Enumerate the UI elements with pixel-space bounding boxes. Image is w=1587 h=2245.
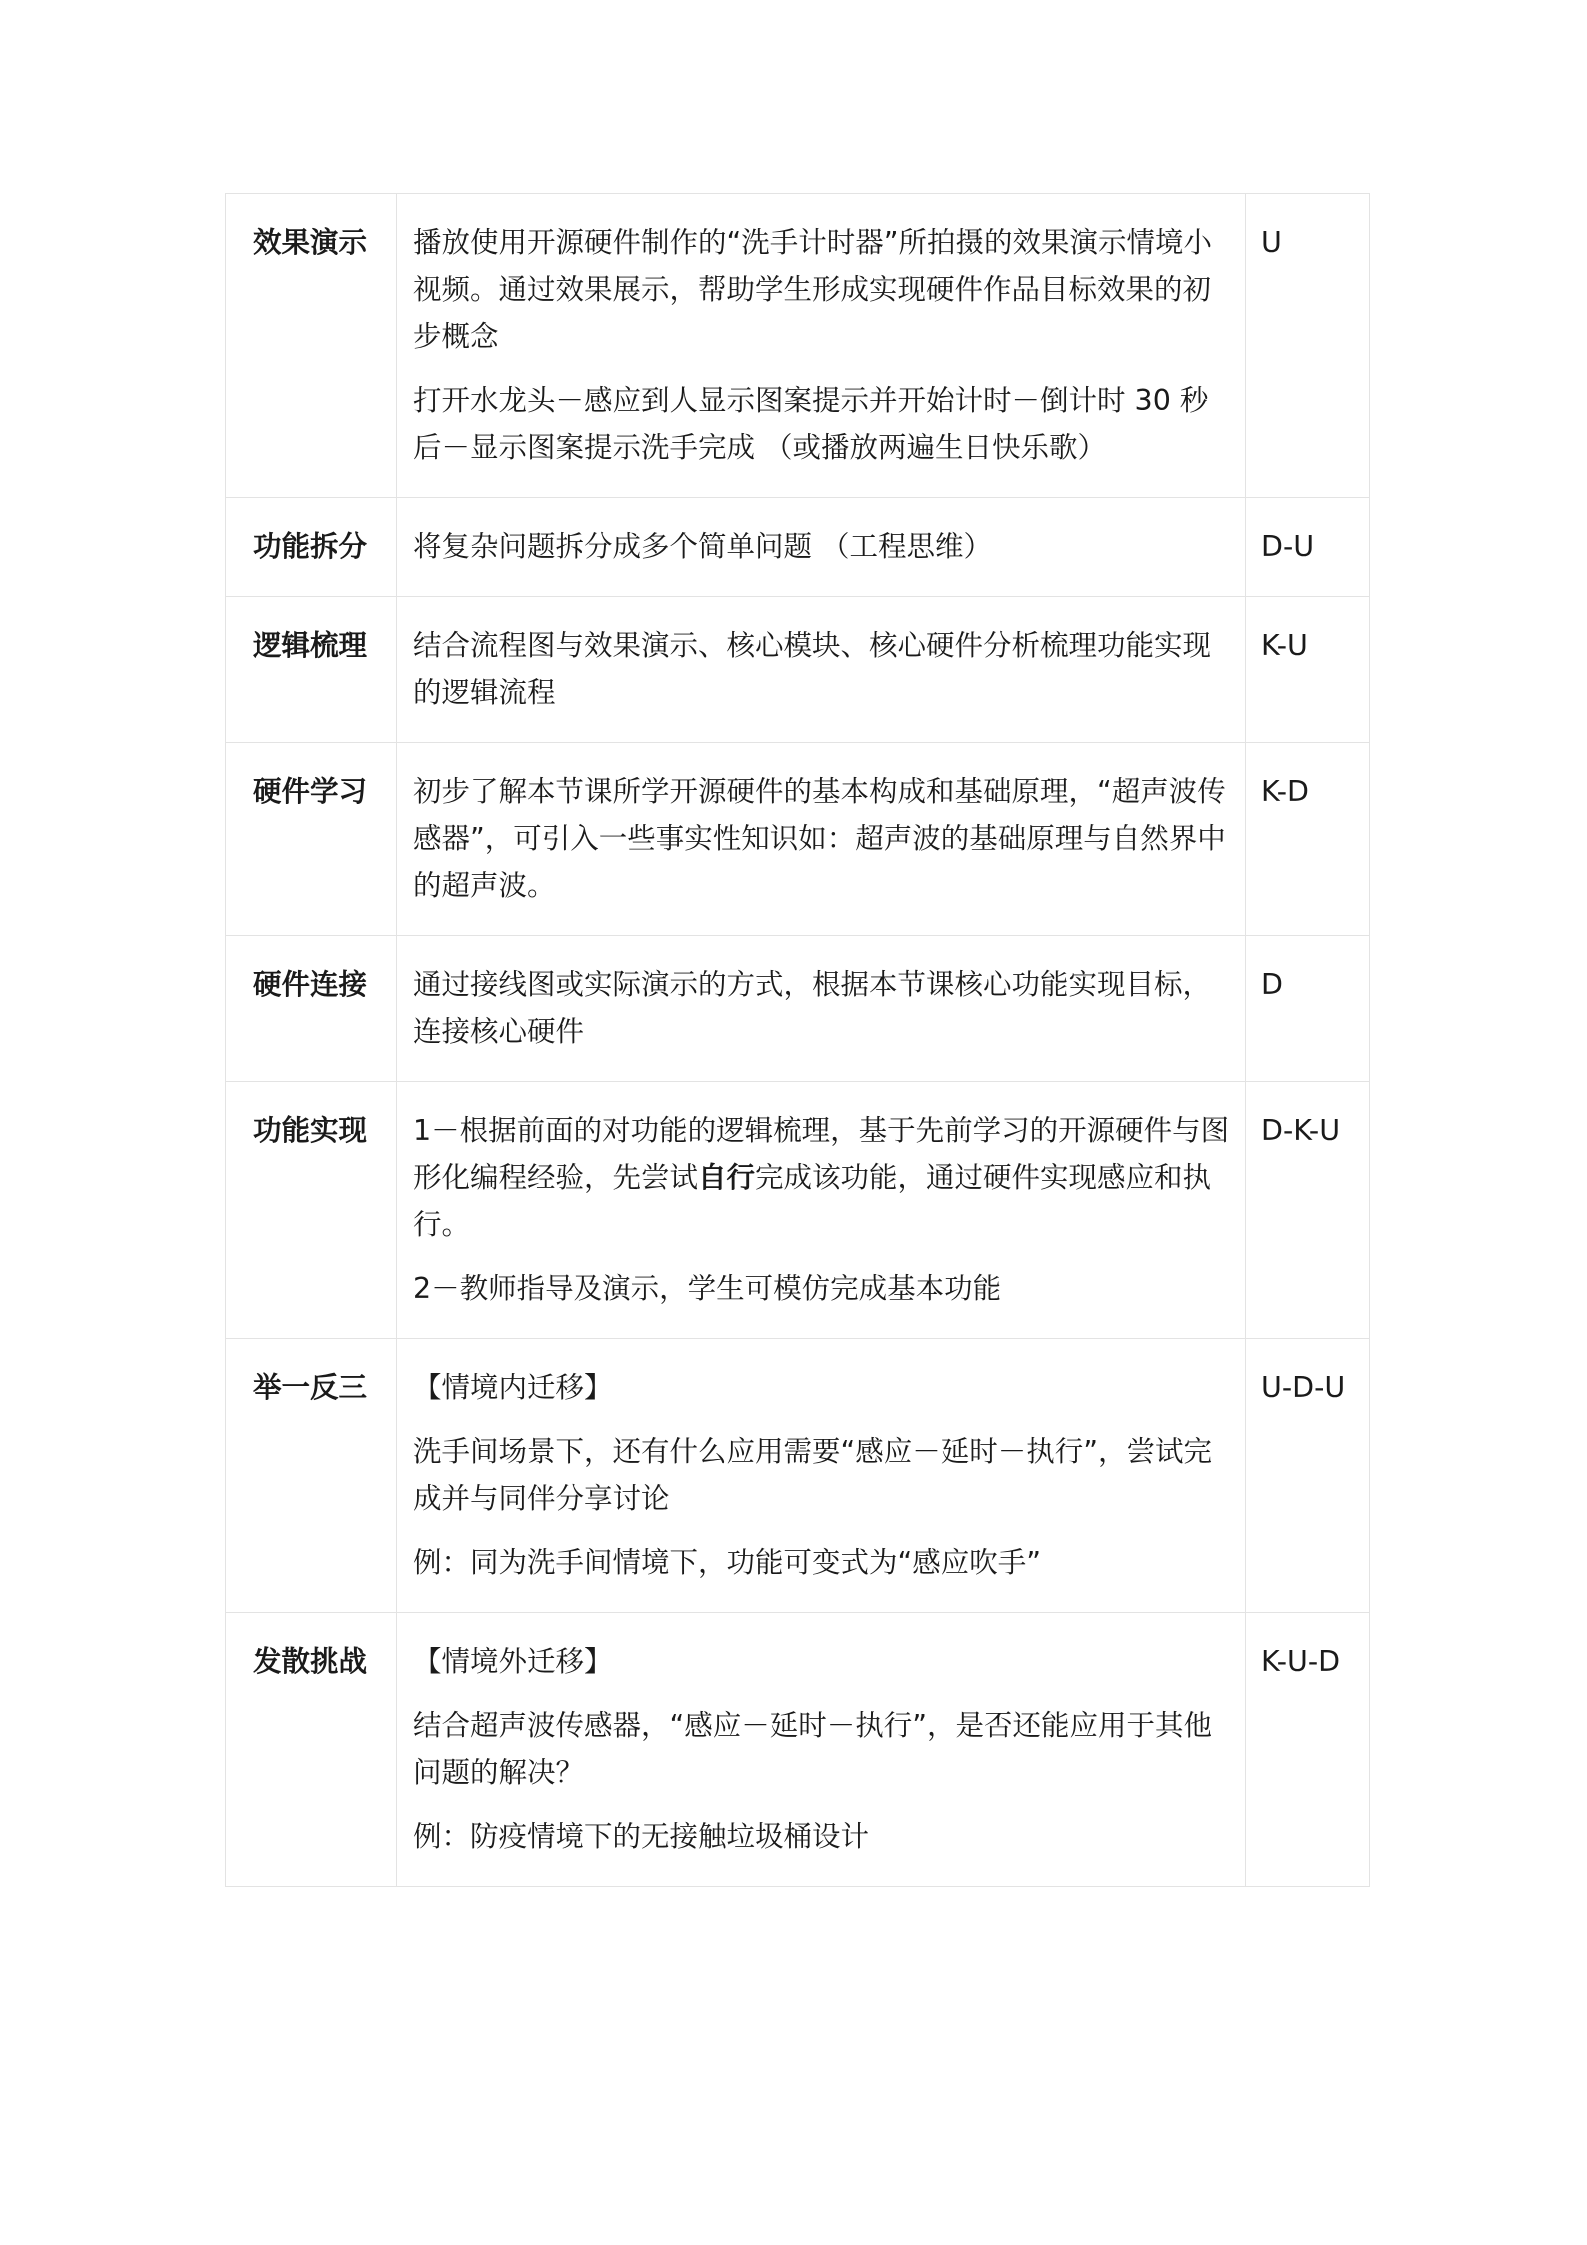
description-paragraph: 通过接线图或实际演示的方式，根据本节课核心功能实现目标，连接核心硬件 bbox=[413, 968, 1212, 1048]
code-cell: D-U bbox=[1246, 498, 1370, 597]
code-cell: U-D-U bbox=[1246, 1339, 1370, 1613]
description-cell bbox=[397, 1082, 1246, 1339]
stage-cell: 功能拆分 bbox=[226, 498, 397, 597]
description-paragraph: 例：同为洗手间情境下，功能可变式为“感应吹手” bbox=[413, 1546, 1042, 1579]
description-cell bbox=[397, 597, 1246, 743]
lesson-steps-table bbox=[225, 193, 1370, 1887]
description-paragraph: 打开水龙头－感应到人显示图案提示并开始计时－倒计时 30 秒后－显示图案提示洗手完成 （或播放两遍生日快乐歌） bbox=[413, 384, 1209, 464]
stage-cell: 发散挑战 bbox=[226, 1613, 397, 1887]
code-cell: U bbox=[1246, 194, 1370, 498]
description-paragraph: 例：防疫情境下的无接触垃圾桶设计 bbox=[413, 1820, 870, 1853]
paragraph-text: 1－根据前面的对功能的逻辑梳理，基于先前学习的开源硬件与图形化编程经验，先尝试 bbox=[413, 1114, 1230, 1194]
code-cell: K-D bbox=[1246, 743, 1370, 936]
table-row-logic-sorting bbox=[226, 597, 1370, 743]
description-paragraph: 将复杂问题拆分成多个简单问题 （工程思维） bbox=[413, 530, 993, 563]
description-paragraph: 2－教师指导及演示，学生可模仿完成基本功能 bbox=[413, 1272, 1002, 1305]
description-cell bbox=[397, 936, 1246, 1082]
stage-cell: 功能实现 bbox=[226, 1082, 397, 1339]
description-paragraph: 【情境外迁移】 bbox=[413, 1645, 613, 1678]
paragraph-text: 完成该功能，通过硬件实现感应和执行。 bbox=[413, 1161, 1212, 1241]
table-row-function-split bbox=[226, 498, 1370, 597]
stage-cell: 硬件学习 bbox=[226, 743, 397, 936]
code-cell: K-U-D bbox=[1246, 1613, 1370, 1887]
description-cell bbox=[397, 498, 1246, 597]
stage-cell: 举一反三 bbox=[226, 1339, 397, 1613]
stage-cell: 效果演示 bbox=[226, 194, 397, 498]
bold-emphasis-text: 自行 bbox=[698, 1161, 756, 1194]
table-row-transfer-within-context bbox=[226, 1339, 1370, 1613]
description-cell bbox=[397, 743, 1246, 936]
description-paragraph: 结合流程图与效果演示、核心模块、核心硬件分析梳理功能实现的逻辑流程 bbox=[413, 629, 1212, 709]
table-row-divergent-challenge bbox=[226, 1613, 1370, 1887]
description-cell bbox=[397, 1339, 1246, 1613]
description-paragraph: 初步了解本节课所学开源硬件的基本构成和基础原理，“超声波传感器”，可引入一些事实性知识如：超声波的基础原理与自然界中的超声波。 bbox=[413, 775, 1226, 902]
description-paragraph: 洗手间场景下，还有什么应用需要“感应－延时－执行”，尝试完成并与同伴分享讨论 bbox=[413, 1435, 1213, 1515]
code-cell: D bbox=[1246, 936, 1370, 1082]
description-paragraph: 播放使用开源硬件制作的“洗手计时器”所拍摄的效果演示情境小视频。通过效果展示，帮助学生形成实现硬件作品目标效果的初步概念 bbox=[413, 226, 1213, 353]
code-cell: K-U bbox=[1246, 597, 1370, 743]
table-row-hardware-connection bbox=[226, 936, 1370, 1082]
stage-cell: 逻辑梳理 bbox=[226, 597, 397, 743]
table-row-function-implementation bbox=[226, 1082, 1370, 1339]
description-cell bbox=[397, 1613, 1246, 1887]
stage-cell: 硬件连接 bbox=[226, 936, 397, 1082]
table-row-effect-demo bbox=[226, 194, 1370, 498]
description-paragraph bbox=[413, 1107, 1231, 1248]
description-paragraph: 【情境内迁移】 bbox=[413, 1371, 613, 1404]
code-cell: D-K-U bbox=[1246, 1082, 1370, 1339]
table-row-hardware-learning bbox=[226, 743, 1370, 936]
description-paragraph: 结合超声波传感器，“感应－延时－执行”，是否还能应用于其他问题的解决？ bbox=[413, 1709, 1213, 1789]
description-cell bbox=[397, 194, 1246, 498]
